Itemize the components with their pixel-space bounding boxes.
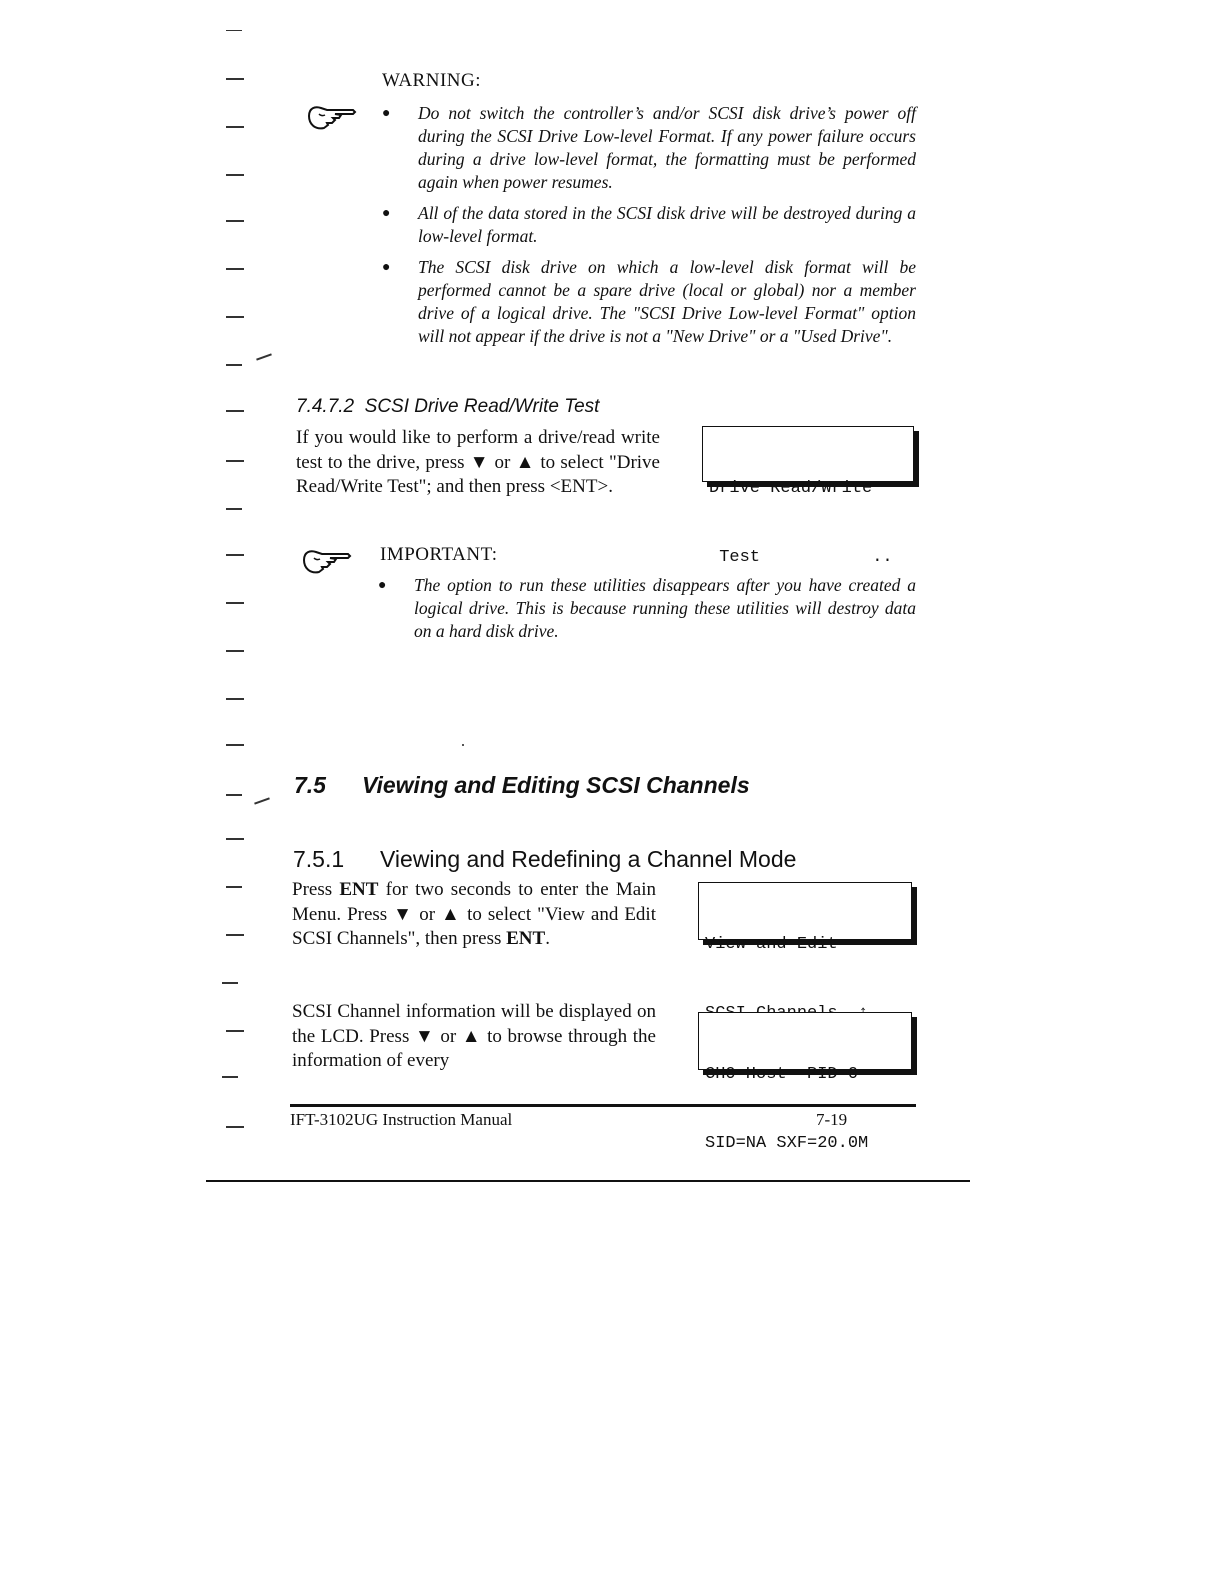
pointing-hand-icon — [300, 546, 356, 576]
important-title: IMPORTANT: — [380, 544, 498, 565]
lcd-drive-read-write — [702, 426, 914, 567]
footer-manual-title: IFT-3102UG Instruction Manual — [290, 1110, 513, 1129]
important-bullet-1: The option to run these utilities disappears after you have created a logical drive. This is because running these utilities will destroy data on a hard disk drive. — [414, 575, 916, 641]
section-7472-body: If you would like to perform a drive/read write test to the drive, press ▼ or ▲ to select "Drive Read/Write Test"; and then press <ENT>. — [296, 427, 660, 497]
lcd-line-1: View and Edit — [705, 935, 838, 954]
important-list — [378, 574, 916, 653]
lcd-line-2: SID=NA SXF=20.0M — [705, 1134, 869, 1153]
list-item: ● The SCSI disk drive on which a low-level disk format will be performed cannot be a spare drive (local or global) nor a member drive of a logical drive. The "SCSI Drive Low-level Format" option will not appear if the drive is not a "New Drive" or a "Used Drive". — [382, 257, 916, 346]
footer-rule — [290, 1104, 916, 1107]
section-751-para-2: SCSI Channel information will be displayed on the LCD. Press ▼ or ▲ to browse through the information of every — [292, 1001, 656, 1071]
list-item: ● All of the data stored in the SCSI disk drive will be destroyed during a low-level format. — [382, 203, 916, 246]
lcd-line-1: CH0=Host PID=0 — [705, 1065, 859, 1084]
section-751-para-1: Press ENT for two seconds to enter the Main Menu. Press ▼ or ▲ to select "View and Edit SCSI Channels", then press ENT. — [292, 879, 656, 949]
section-75-number: 7.5 — [294, 772, 326, 798]
warning-title: WARNING: — [382, 70, 481, 91]
stray-dot — [462, 744, 464, 746]
pointing-hand-icon — [305, 102, 361, 132]
page-bottom-rule — [206, 1180, 970, 1182]
lcd-line-1: Drive Read/Write — [709, 479, 873, 498]
warning-bullet-3: The SCSI disk drive on which a low-level disk format will be performed cannot be a spare drive (local or global) nor a member drive of a logical drive. The "SCSI Drive Low-level Format" option will not appear if the drive is not a "New Drive" or a "Used Drive". — [418, 257, 916, 346]
section-75-title: Viewing and Editing SCSI Channels — [362, 772, 750, 798]
lcd-view-edit-scsi-channels — [698, 882, 912, 954]
warning-bullet-1: Do not switch the controller’s and/or SCSI disk drive’s power off during the SCSI Drive Low-level Format. If any power failure occurs during a drive low-level format, the formatting must be performed again when power resumes. — [418, 103, 916, 192]
section-751-number: 7.5.1 — [293, 846, 345, 872]
lcd-line-2: Test .. — [709, 548, 893, 567]
warning-bullet-2: All of the data stored in the SCSI disk drive will be destroyed during a low-level format. — [418, 203, 916, 246]
warning-list — [382, 102, 916, 358]
list-item: ● Do not switch the controller’s and/or SCSI disk drive’s power off during the SCSI Drive Low-level Format. If any power failure occurs during a drive low-level format, the formatting must be performed again when power resumes. — [382, 103, 916, 192]
list-item: ● The option to run these utilities disappears after you have created a logical drive. This is because running these utilities will destroy data on a hard disk drive. — [378, 575, 916, 641]
footer-page-number: 7-19 — [816, 1110, 848, 1129]
section-751-title: Viewing and Redefining a Channel Mode — [380, 846, 797, 872]
section-7472-heading: 7.4.7.2 SCSI Drive Read/Write Test — [296, 396, 600, 417]
